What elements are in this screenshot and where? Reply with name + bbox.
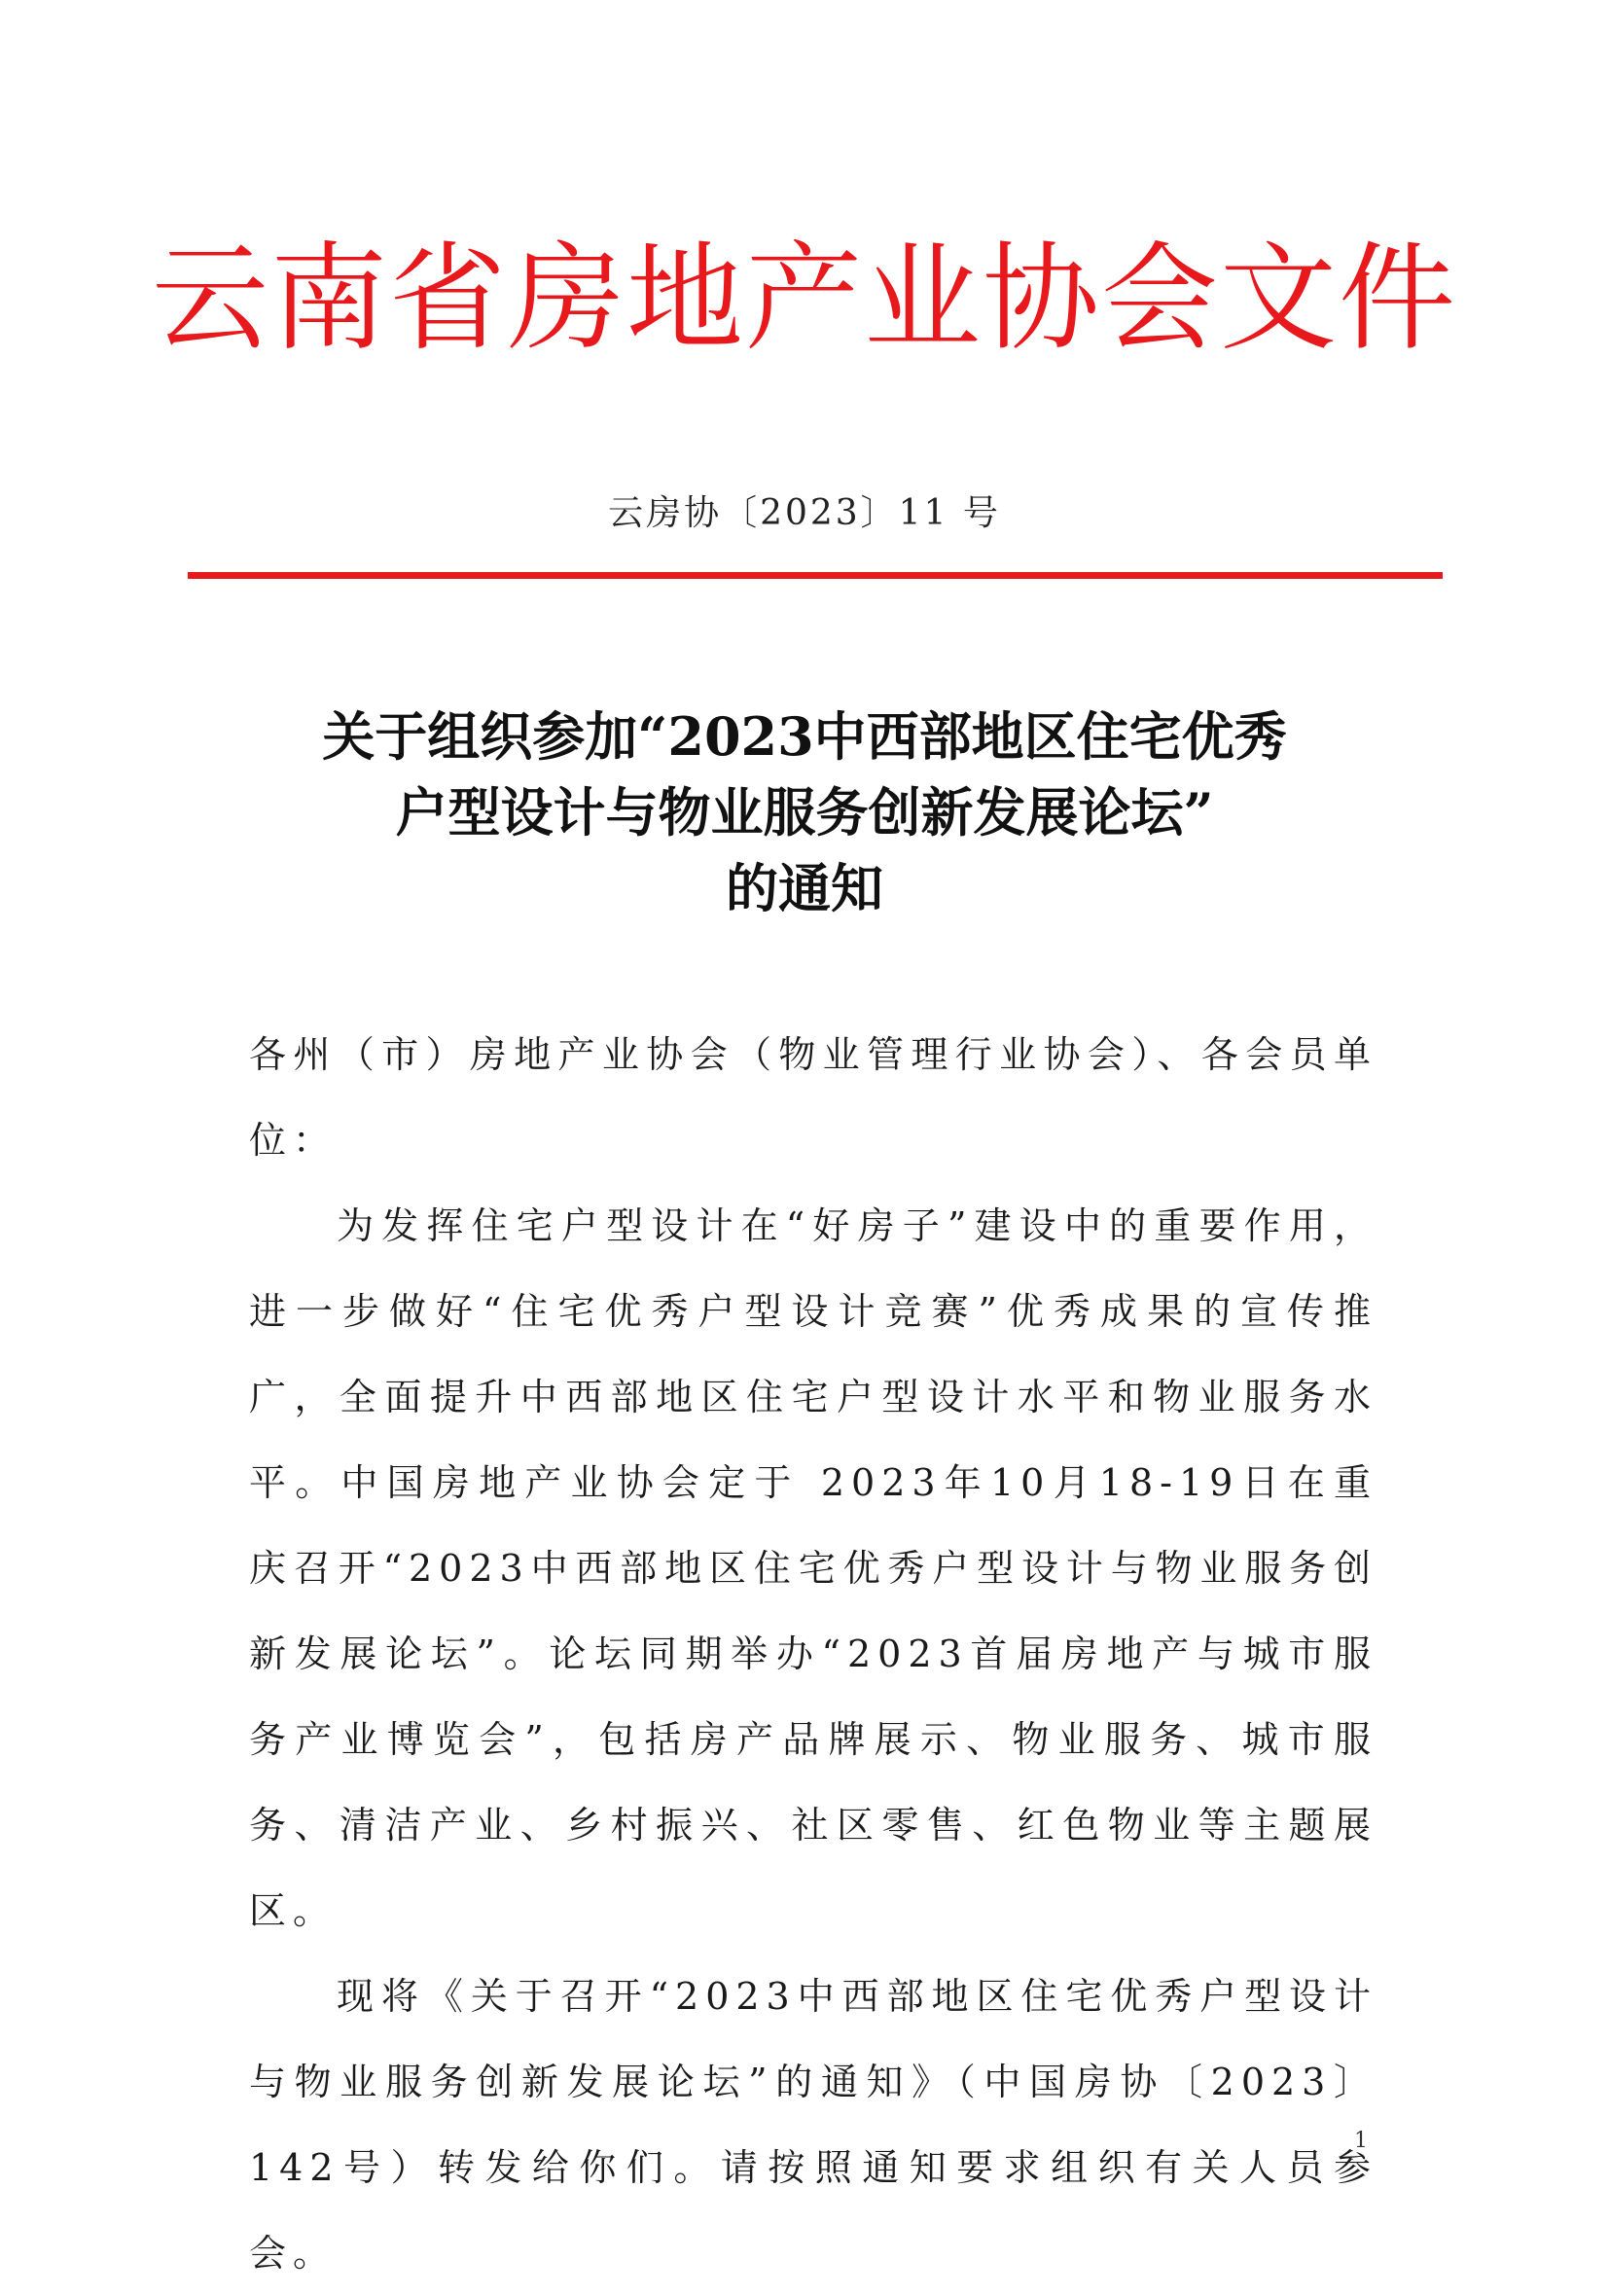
salutation: 各州（市）房地产业协会（物业管理行业协会）、各会员单位：: [249, 1033, 1377, 1162]
notice-title-line-1: 关于组织参加“2023中西部地区住宅优秀: [322, 705, 1287, 768]
document-number: 云房协〔2023〕11 号: [608, 493, 1001, 533]
notice-title: [0, 699, 1609, 926]
notice-title-line-3: 的通知: [726, 857, 883, 919]
red-divider-line: [188, 572, 1443, 579]
body-paragraph-1: 为发挥住宅户型设计在“好房子”建设中的重要作用，进一步做好“住宅优秀户型设计竞赛”优秀成果的宣传推广，全面提升中西部地区住宅户型设计水平和物业服务水平。中国房地产业协会定于 2023年10月18-19日在重庆召开“2023中西部地区住宅优秀户型设计与物业服务创新发展论坛”。论坛同期举办“2023首届房地产与城市服务产业博览会”，包括房产品牌展示、物业服务、城市服务、清洁产业、乡村振兴、社区零售、红色物业等主题展区。: [249, 1204, 1377, 1932]
body-paragraph-2: 现将《关于召开“2023中西部地区住宅优秀户型设计与物业服务创新发展论坛”的通知》（中国房协〔2023〕142号）转发给你们。请按照通知要求组织有关人员参会。: [249, 1975, 1377, 2275]
notice-title-line-2: 户型设计与物业服务创新发展论坛”: [395, 781, 1214, 843]
page-number: 1: [1354, 2129, 1368, 2153]
issuer-header-title: 云南省房地产业协会文件: [152, 232, 1457, 367]
notice-body: [249, 1012, 1377, 2296]
